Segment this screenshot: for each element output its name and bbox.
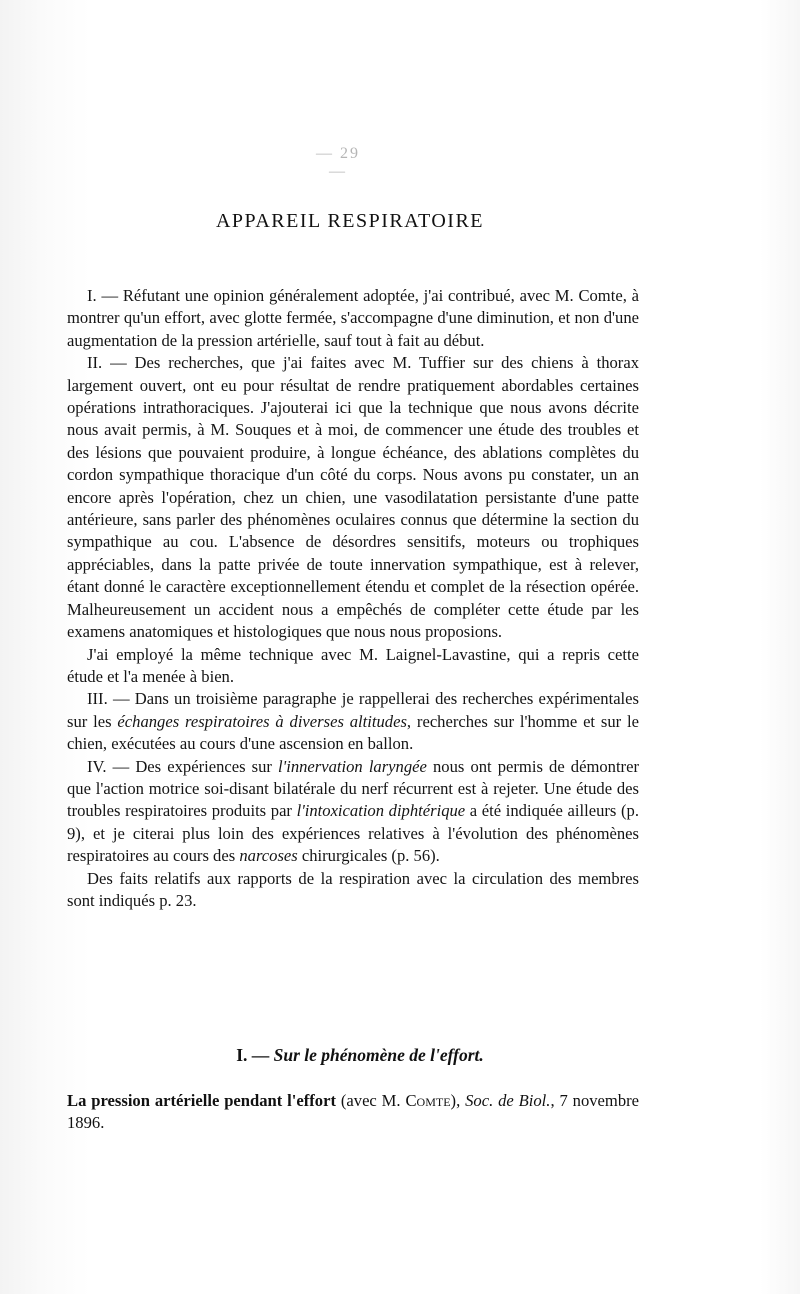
paragraph-1 [67,285,639,352]
paragraph-3 [67,644,639,689]
text-run: III. — Dans un troisième paragraphe je rappellerai des recherches expérimentales sur les [67,689,639,731]
section-title: APPAREIL RESPIRATOIRE [215,210,485,232]
text-run: chirurgicales (p. 56). [297,846,440,866]
text-run: , recherches sur l'homme et sur le chien, exécutées au cours d'une ascension en ballon. [67,711,640,754]
text-run: IV. — Des expériences sur [87,756,279,776]
paragraph-6 [67,868,639,913]
citation-author-prefix: (avec M. [336,1091,406,1110]
italic-phrase: l'innervation laryngée [278,756,427,776]
citation [67,1090,639,1135]
paragraph-5 [67,756,639,868]
citation-author-suffix: ), [450,1091,466,1110]
text-run: a été indiquée ailleurs (p. 9), et je citerai plus loin des expériences relatives à l'évolution des phénomènes respiratoires au cours des [67,801,639,866]
text-run: J'ai employé la même technique avec M. Laignel-Lavastine, qui a repris cette étude et l'a menée à bien. [67,644,639,686]
italic-phrase: narcoses [239,846,298,866]
subheading-text: Sur le phénomène de l'effort. [273,1045,484,1065]
citation-journal: Soc. de Biol. [465,1091,551,1110]
paragraph-2 [67,352,639,643]
paragraph-4 [67,688,639,755]
text-run: Des faits relatifs aux rapports de la respiration avec la circulation des membres sont indiqués p. 23. [67,868,639,910]
body-text [67,285,639,912]
citation-title: La pression artérielle pendant l'effort [67,1091,336,1110]
subheading [150,1045,570,1066]
text-run: I. — Réfutant une opinion généralement adoptée, j'ai contribué, avec M. Comte, à montrer qu'un effort, avec glotte fermée, s'accompagne d'une diminution, et non d'une augmentation de la pression artérielle, sauf tout à fait au début. [67,286,639,350]
text-run: II. — Des recherches, que j'ai faites avec M. Tuffier sur des chiens à thorax largement ouvert, ont eu pour résultat de rendre pratiquement abordables certaines opérations intrathoraciques. J'ajouterai ici que la technique que nous avons décrite nous avait permis, à M. Souques et à moi, de commencer une étude des troubles et des lésions que pouvaient produire, à longue échéance, des ablations complètes du cordon sympathique thoracique d'un côté du corps. Nous avons pu constater, un an encore après l'opération, chez un chien, une vasodilatation persistante d'une patte antérieure, sans parler des phénomènes oculaires connus que détermine la section du sympathique au cou. L'absence de désordres sensitifs, moteurs ou trophiques appréciables, dans la patte privée de toute innervation sympathique, est à relever, étant donné le caractère exceptionnellement étendu et complet de la résection opérée. Malheureusement un accident nous a empêchés de compléter cette étude par les examens anatomiques et histologiques que nous nous proposions. [67,353,639,642]
text-run: nous ont permis de démontrer que l'action motrice soi-disant bilatérale du nerf récurrent est à rejeter. Une étude des troubles respiratoires produits par [67,756,639,821]
page-number: — 29 — [316,145,360,180]
italic-phrase: l'intoxication diphtérique [296,801,466,821]
italic-phrase: échanges respiratoires à diverses altitudes [117,711,407,731]
citation-date: , 7 novembre 1896. [67,1091,640,1133]
subheading-prefix: I. — [236,1045,274,1065]
citation-author: Comte [405,1091,451,1110]
